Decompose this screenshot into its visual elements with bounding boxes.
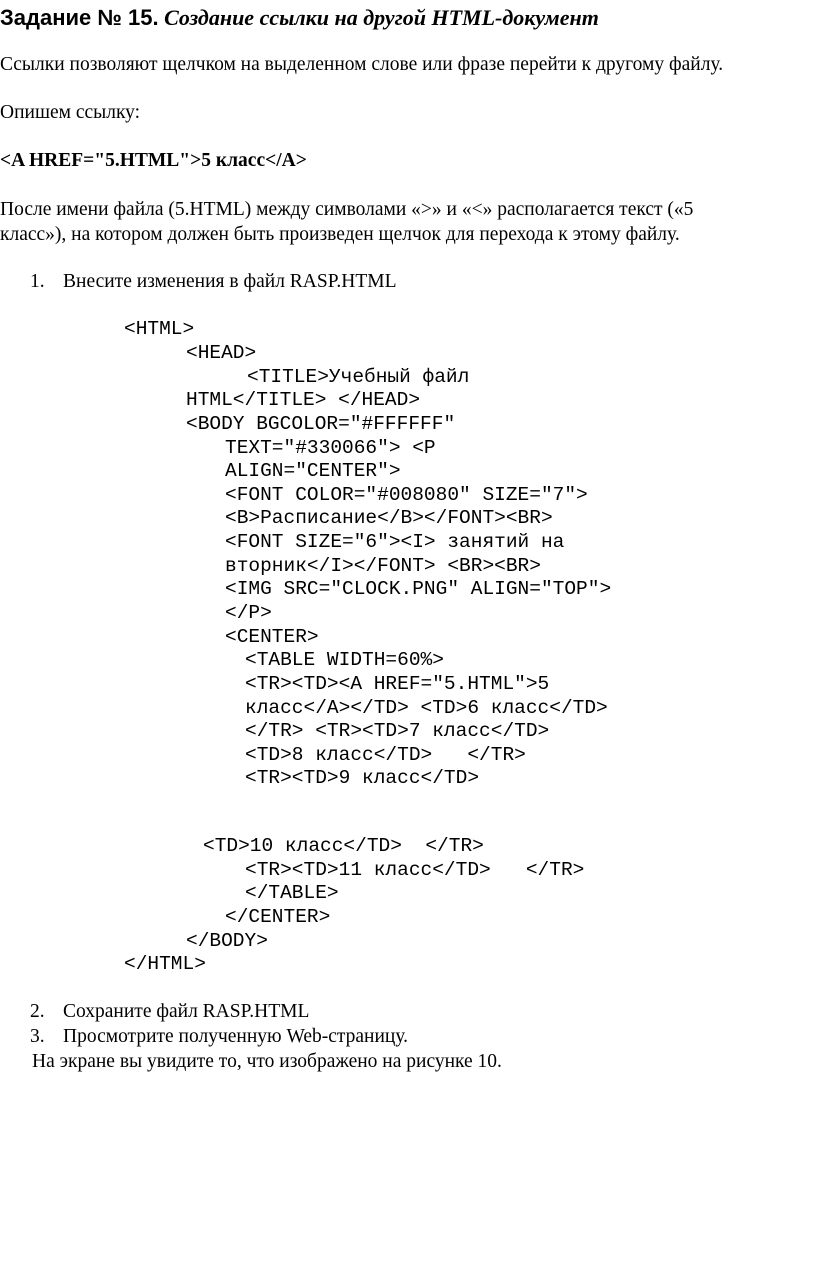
step-text: Просмотрите полученную Web-страницу. bbox=[63, 1026, 409, 1047]
example-link-code: <A HREF="5.HTML">5 класс</A> bbox=[0, 150, 307, 171]
code-line: <B>Расписание</B></FONT><BR> bbox=[225, 507, 553, 529]
code-line: <TITLE>Учебный файл bbox=[247, 366, 470, 388]
code-line: </CENTER> bbox=[225, 906, 331, 928]
step-number: 3. bbox=[30, 1026, 45, 1047]
code-line: вторник</I></FONT> <BR><BR> bbox=[225, 555, 541, 577]
step-text: Внесите изменения в файл RASP.HTML bbox=[63, 271, 397, 292]
code-line: класс</A></TD> <TD>6 класс</TD> bbox=[245, 697, 608, 719]
code-line: <TR><TD>11 класс</TD> </TR> bbox=[245, 859, 585, 881]
code-line: <HEAD> bbox=[186, 342, 257, 364]
code-line: </TR> <TR><TD>7 класс</TD> bbox=[245, 720, 550, 742]
step-text: Сохраните файл RASP.HTML bbox=[63, 1001, 310, 1022]
task-number: Задание № 15. bbox=[0, 5, 159, 30]
code-line: <TD>10 класс</TD> </TR> bbox=[203, 835, 484, 857]
step-3 bbox=[30, 1026, 409, 1048]
task-name: Создание ссылки на другой HTML-документ bbox=[164, 5, 599, 30]
explanation-line-2: класс»), на котором должен быть произведен щелчок для перехода к этому файлу. bbox=[0, 224, 680, 245]
page-title bbox=[0, 5, 599, 31]
code-line: <TABLE WIDTH=60%> bbox=[245, 649, 444, 671]
step-1 bbox=[30, 271, 397, 293]
code-line: <TD>8 класс</TD> </TR> bbox=[245, 744, 526, 766]
intro-paragraph: Ссылки позволяют щелчком на выделенном слове или фразе перейти к другому файлу. bbox=[0, 54, 724, 75]
code-line: TEXT="#330066"> <P bbox=[225, 437, 436, 459]
code-line: <TR><TD>9 класс</TD> bbox=[245, 767, 480, 789]
code-line: HTML</TITLE> </HEAD> bbox=[186, 389, 421, 411]
code-line: ALIGN="CENTER"> bbox=[225, 460, 401, 482]
code-line: <BODY BGCOLOR="#FFFFFF" bbox=[186, 413, 456, 435]
code-line: </P> bbox=[225, 602, 272, 624]
step-number: 2. bbox=[30, 1001, 45, 1022]
explanation-line-1: После имени файла (5.HTML) между символами «>» и «<» располагается текст («5 bbox=[0, 199, 694, 220]
code-line: <HTML> bbox=[124, 318, 195, 340]
code-line: </HTML> bbox=[124, 953, 206, 975]
code-line: <FONT COLOR="#008080" SIZE="7"> bbox=[225, 484, 588, 506]
step-number: 1. bbox=[30, 271, 45, 292]
code-line: </TABLE> bbox=[245, 882, 339, 904]
code-line: <FONT SIZE="6"><I> занятий на bbox=[225, 531, 565, 553]
closing-text: На экране вы увидите то, что изображено на рисунке 10. bbox=[32, 1051, 502, 1072]
code-line: <IMG SRC="CLOCK.PNG" ALIGN="TOP"> bbox=[225, 578, 612, 600]
describe-label: Опишем ссылку: bbox=[0, 102, 141, 123]
step-2 bbox=[30, 1001, 310, 1023]
code-line: <CENTER> bbox=[225, 626, 319, 648]
code-line: </BODY> bbox=[186, 930, 268, 952]
code-line: <TR><TD><A HREF="5.HTML">5 bbox=[245, 673, 550, 695]
